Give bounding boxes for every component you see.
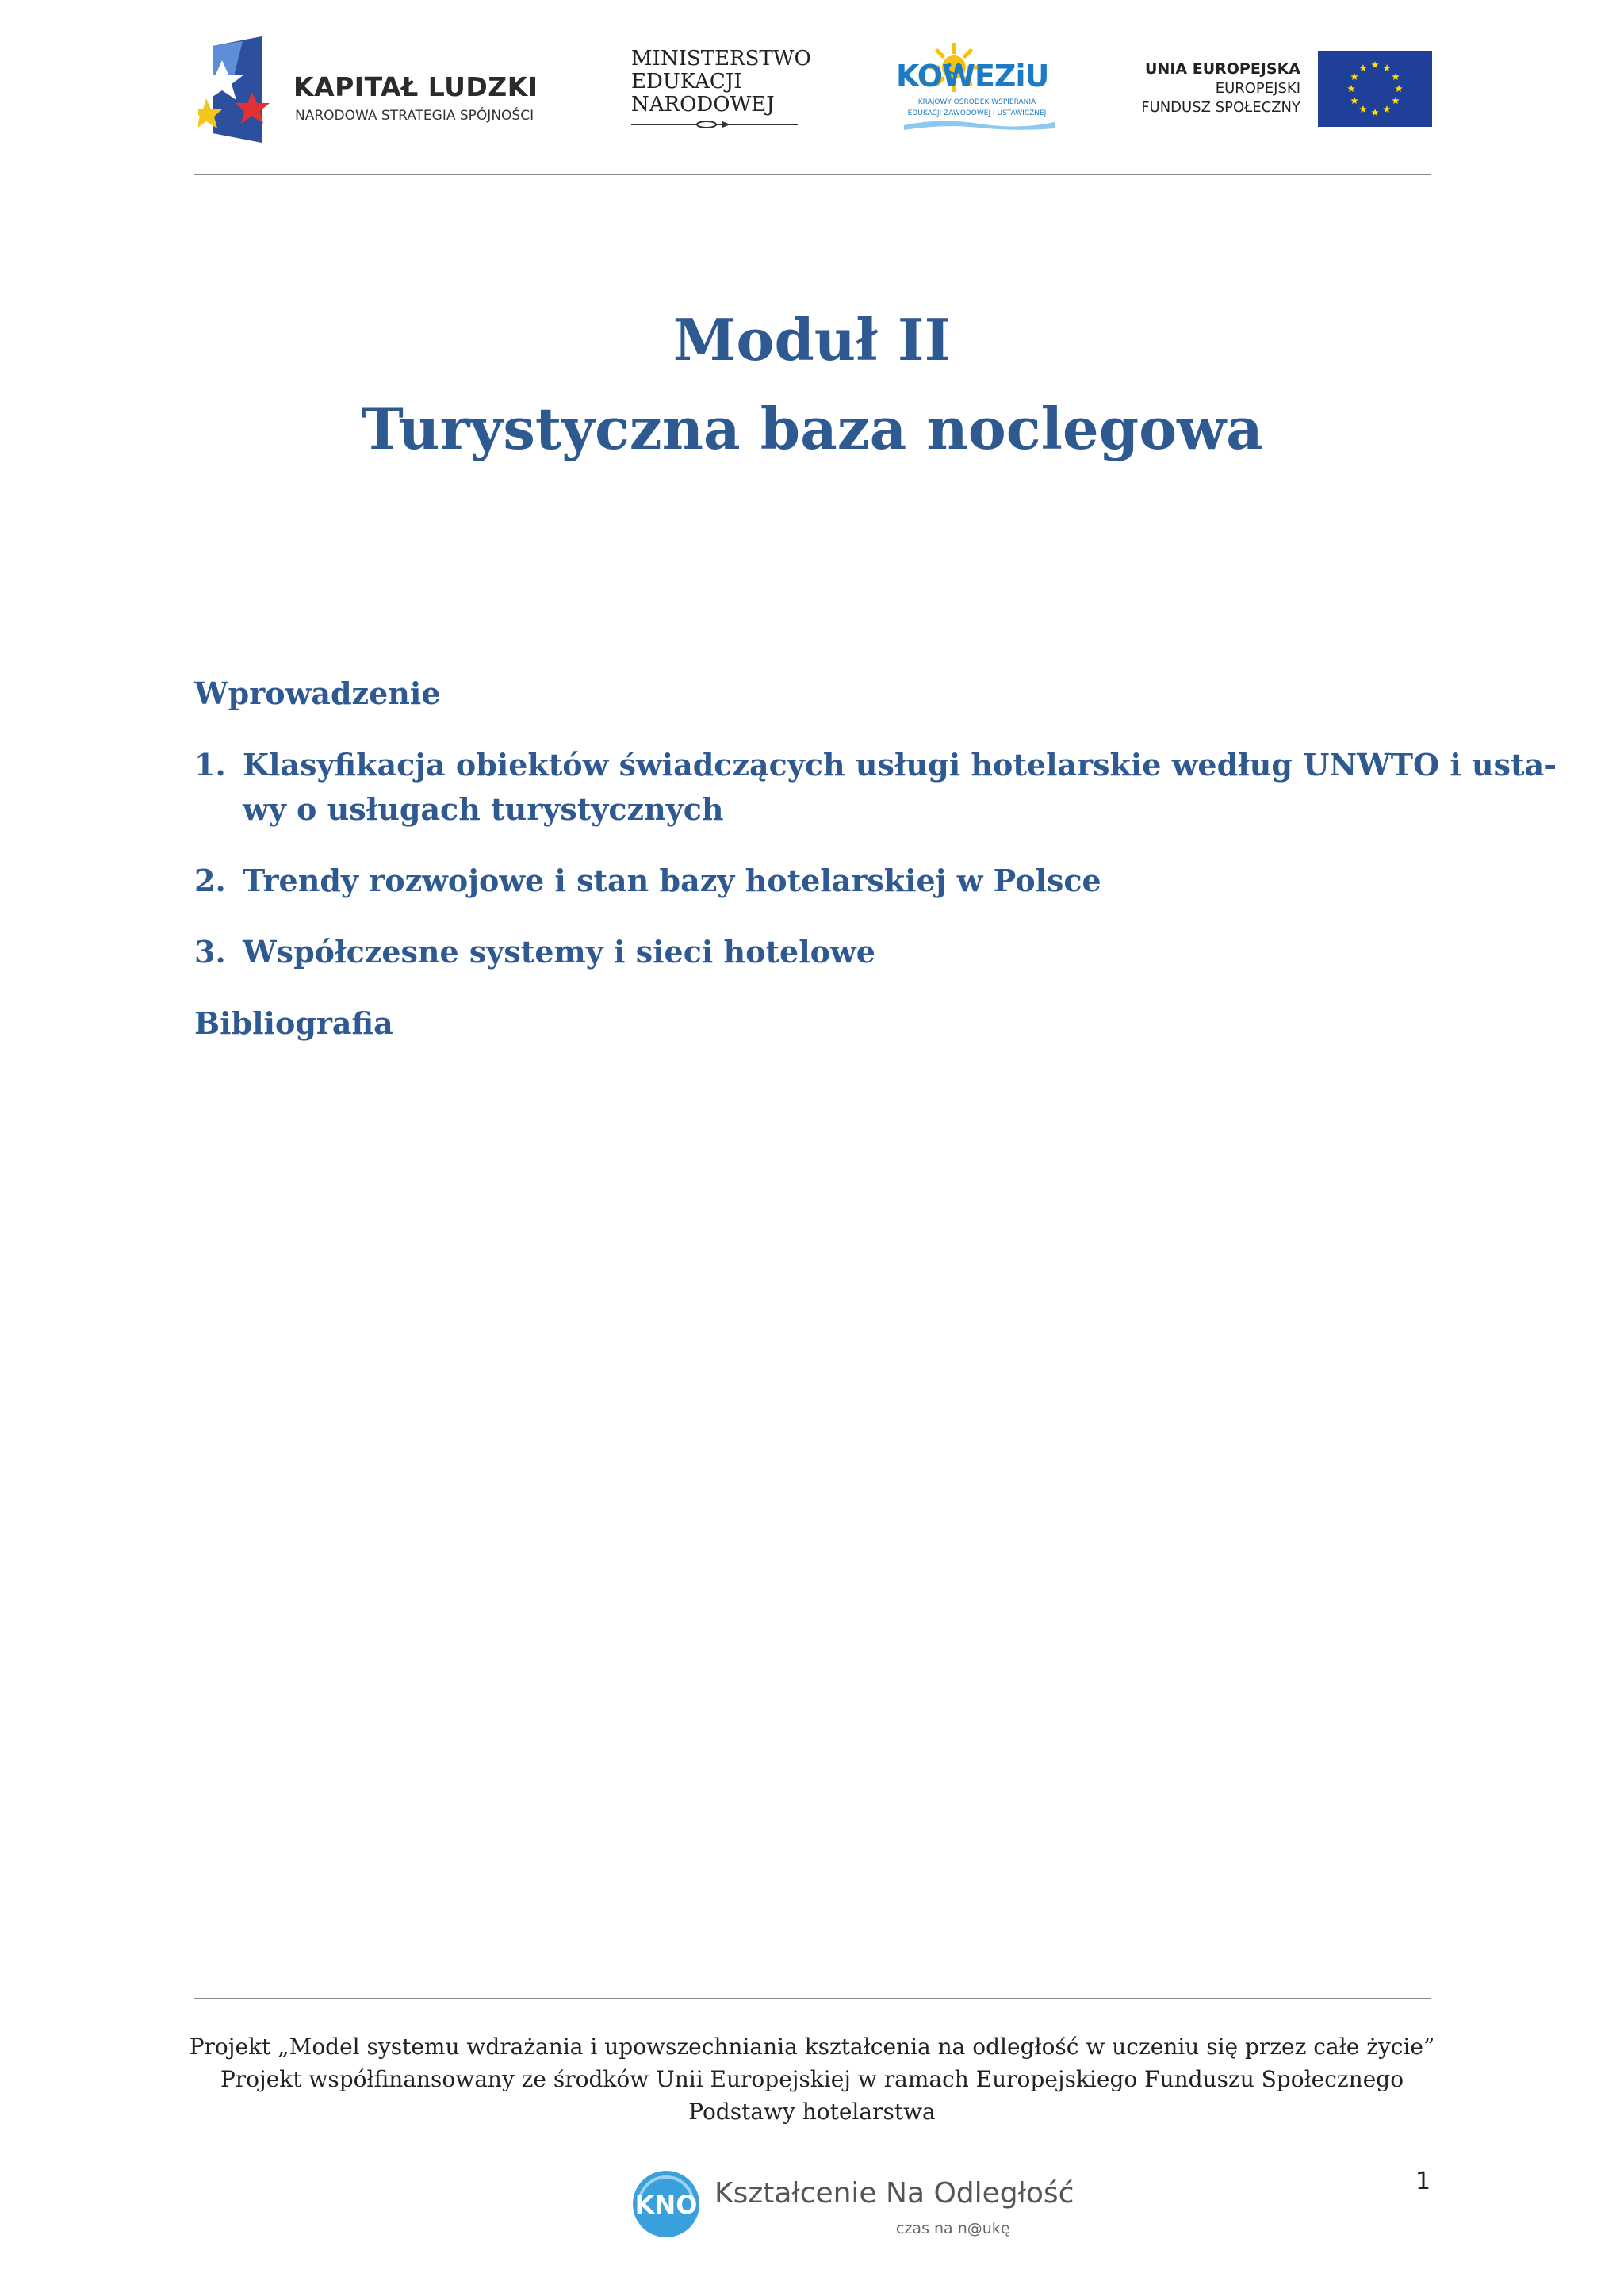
toc-item-1-line-2[interactable]: wy o usługach turystycznych — [243, 791, 724, 827]
toc-item-1-number: 1. — [194, 747, 226, 783]
ksztalcenie-na-odleglosc-logo — [631, 2164, 1074, 2244]
eu-line-1: UNIA EUROPEJSKA — [1145, 60, 1300, 78]
ministry-line-1: MINISTERSTWO — [631, 47, 811, 71]
eu-flag-icon — [1318, 51, 1432, 127]
toc-item-3-line-1[interactable]: Współczesne systemy i sieci hotelowe — [243, 934, 875, 970]
kapital-ludzki-subtitle: NARODOWA STRATEGIA SPÓJNOŚCI — [295, 108, 534, 124]
toc-bibliography[interactable]: Bibliografia — [194, 1005, 393, 1041]
toc-item-3-number: 3. — [194, 934, 226, 970]
footer-divider — [194, 1998, 1431, 1999]
svg-text:KNO: KNO — [634, 2190, 698, 2220]
european-union-logo — [1142, 49, 1432, 128]
footer-course-name: Podstawy hotelarstwa — [688, 2099, 936, 2125]
module-number-title: Moduł II — [672, 306, 952, 373]
toc-item-2-line-1[interactable]: Trendy rozwojowe i stan bazy hotelarskiej w Polsce — [243, 863, 1101, 898]
module-name-title: Turystyczna baza noclegowa — [361, 395, 1263, 462]
footer-funding-line: Projekt współfinansowany ze środków Unii Europejskiej w ramach Europejskiego Funduszu Społecznego — [220, 2066, 1404, 2092]
toc-item-2-number: 2. — [194, 863, 226, 898]
koweziu-name: KOWEZiU — [896, 59, 1049, 94]
ministry-of-education-logo — [631, 47, 811, 135]
toc-item-1-line-1[interactable]: Klasyfikacja obiektów świadczących usługi hotelarskie według UNWTO i usta- — [243, 747, 1557, 783]
kno-name: Kształcenie Na Odległość — [714, 2177, 1074, 2210]
kno-tagline: czas na n@ukę — [896, 2220, 1010, 2237]
kapital-ludzki-name: KAPITAŁ LUDZKI — [293, 71, 538, 102]
toc-introduction[interactable]: Wprowadzenie — [194, 675, 441, 711]
koweziu-subtitle-2: EDUKACJI ZAWODOWEJ I USTAWICZNEJ — [907, 109, 1047, 117]
eu-line-2: EUROPEJSKI — [1215, 80, 1300, 97]
ministry-line-3: NARODOWEJ — [631, 93, 775, 117]
koweziu-subtitle-1: KRAJOWY OŚRODEK WSPIERANIA — [917, 98, 1036, 106]
footer-project-line: Projekt „Model systemu wdrażania i upowszechniania kształcenia na odległość w uczeniu się przez całe życie” — [189, 2034, 1435, 2060]
header-divider — [194, 174, 1431, 175]
kapital-ludzki-emblem-icon — [198, 36, 287, 143]
kno-emblem-icon — [631, 2169, 701, 2239]
ministry-line-2: EDUKACJI — [631, 70, 742, 94]
wave-icon — [904, 117, 1055, 132]
page-number: 1 — [1415, 2168, 1431, 2195]
ministry-pen-divider-icon — [631, 119, 798, 130]
koweziu-logo — [896, 41, 1055, 133]
eu-line-3: FUNDUSZ SPOŁECZNY — [1141, 99, 1300, 116]
kapital-ludzki-logo — [198, 36, 538, 143]
